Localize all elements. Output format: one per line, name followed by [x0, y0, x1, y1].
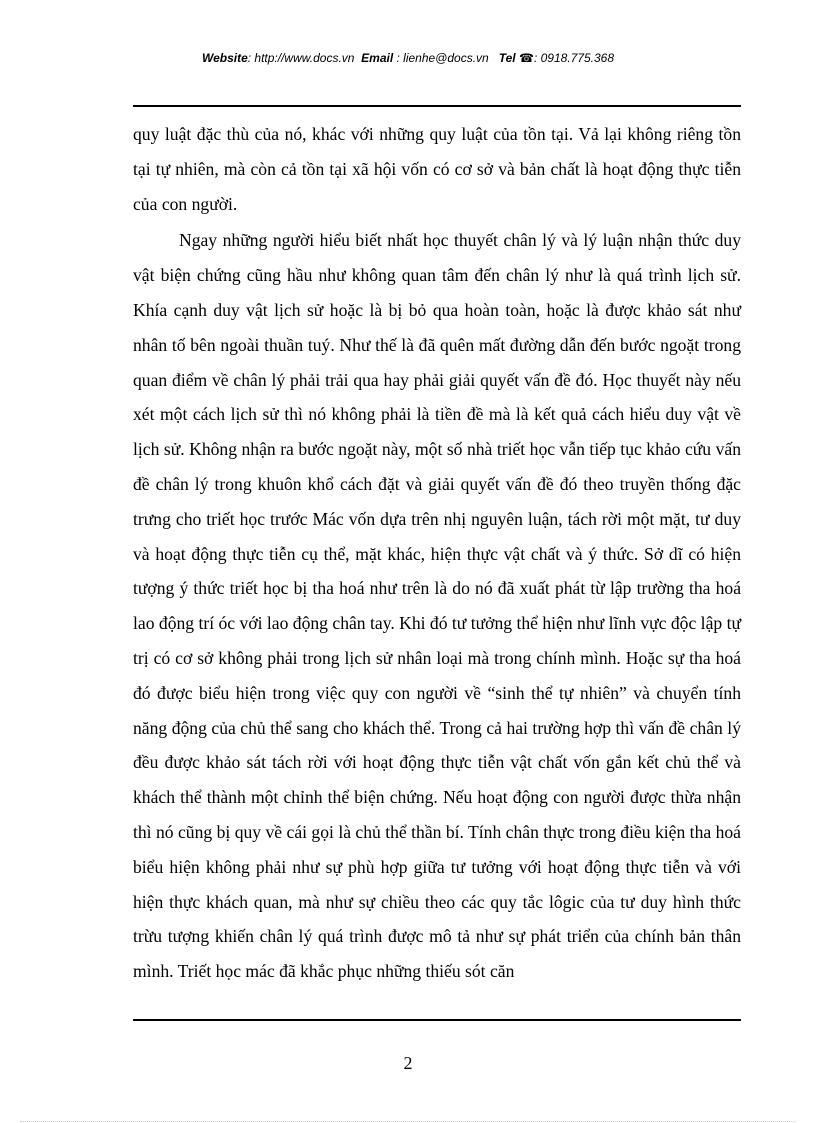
website-label: Website: [201, 51, 248, 65]
email-value[interactable]: : lienhe@docs.vn: [393, 51, 489, 65]
phone-icon: ☎: [519, 51, 534, 65]
header-divider: [133, 105, 741, 107]
email-label: Email: [361, 51, 394, 65]
footer-divider: [133, 1019, 741, 1021]
tel-value: : 0918.775.368: [533, 51, 615, 65]
website-value[interactable]: : http://www.docs.vn: [247, 51, 355, 65]
document-body: [133, 117, 741, 989]
paragraph-2: Ngay những người hiểu biết nhất học thuyết chân lý và lý luận nhận thức duy vật biện chứng cũng hầu như không quan tâm đến chân lý như là quá trình lịch sử. Khía cạnh duy vật lịch sử hoặc là bị bỏ qua hoàn toàn, hoặc là được khảo sát như nhân tố bên ngoài thuần tuý. Như thế là đã quên mất đường dẫn đến bước ngoặt trong quan điểm về chân lý phải trải qua hay phải giải quyết vấn đề đó. Học thuyết này nếu xét một cách lịch sử thì nó không phải là tiền đề mà là kết quả cách hiểu duy vật về lịch sử. Không nhận ra bước ngoặt này, một số nhà triết học vẫn tiếp tục khảo cứu vấn đề chân lý trong khuôn khổ cách đặt và giải quyết vấn đề đó theo truyền thống đặc trưng cho triết học trước Mác vốn dựa trên nhị nguyên luận, tách rời một mặt, tư duy và hoạt động thực tiễn cụ thể, mặt khác, hiện thực vật chất và ý thức. Sở dĩ có hiện tượng ý thức triết học bị tha hoá như trên là do nó đã xuất phát từ lập trường tha hoá lao động trí óc với lao động chân tay. Khi đó tư tưởng thể hiện như lĩnh vực độc lập tự trị có cơ sở không phải trong lịch sử nhân loại mà trong chính mình. Hoặc sự tha hoá đó được biểu hiện trong việc quy con người về “sinh thể tự nhiên” và chuyển tính năng động của chủ thể sang cho khách thể. Trong cả hai trường hợp thì vấn đề chân lý đều được khảo sát tách rời với hoạt động thực tiễn vật chất vốn gắn kết chủ thể và khách thể thành một chỉnh thể biện chứng. Nếu hoạt động con người được thừa nhận thì nó cũng bị quy về cái gọi là chủ thể thần bí. Tính chân thực trong điều kiện tha hoá biểu hiện không phải như sự phù hợp giữa tư tưởng với hoạt động thực tiễn và với hiện thực khách quan, mà như sự chiều theo các quy tắc lôgic của tư duy hình thức trừu tượng khiến chân lý quá trình được mô tả như sự phát triển của chính bản thân mình. Triết học mác đã khắc phục những thiếu sót căn: [133, 230, 741, 982]
page-header: [0, 51, 816, 65]
tel-label: Tel: [498, 51, 516, 65]
page-edge-dotted-line: [20, 1121, 796, 1122]
page-number: 2: [403, 1053, 413, 1073]
paragraph-1: quy luật đặc thù của nó, khác với những quy luật của tồn tại. Vả lại không riêng tồn tại tự nhiên, mà còn cả tồn tại xã hội vốn có cơ sở và bản chất là hoạt động thực tiễn của con người.: [133, 124, 741, 214]
